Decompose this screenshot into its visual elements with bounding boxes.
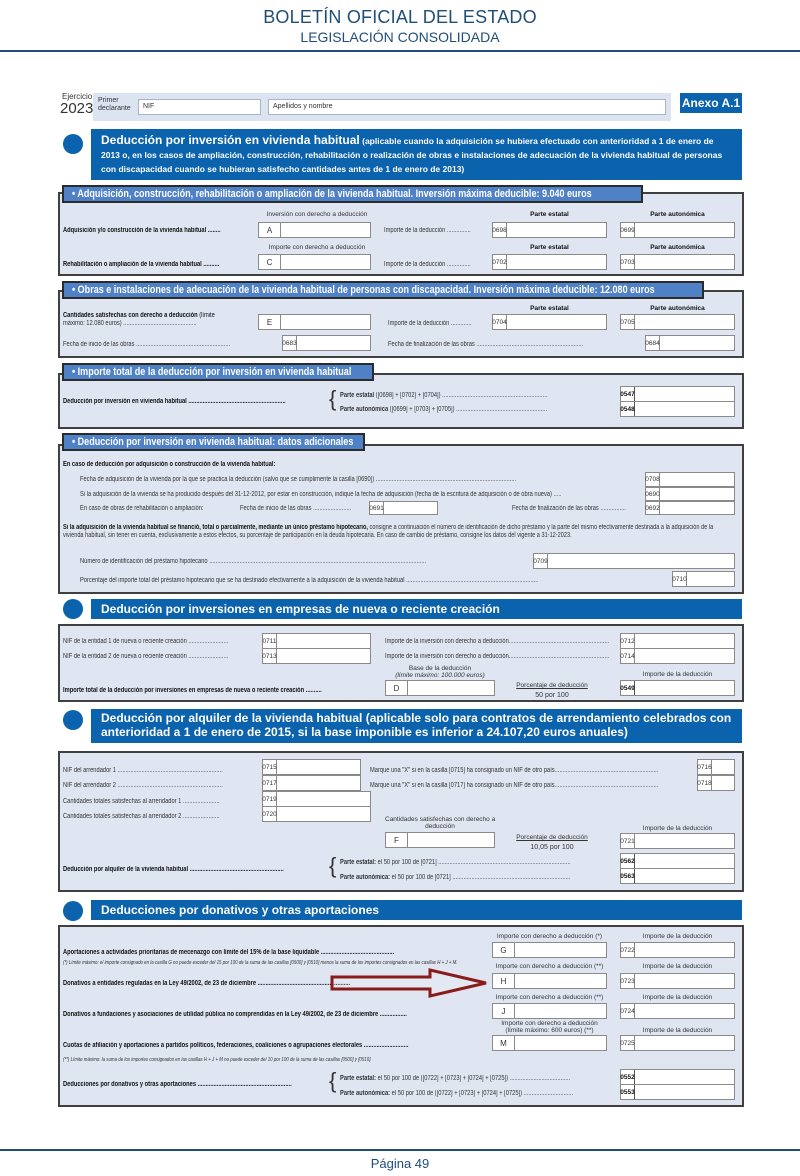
- section-bullet-icon: [63, 599, 83, 619]
- caption-limite-M: (límite máximo: 600 euros) (**): [505, 1027, 594, 1034]
- section-title-empresas: Deducción por inversiones en empresas de nueva o reciente creación: [91, 599, 742, 619]
- caption-limite-maximo: (límite máximo: 100.000 euros): [395, 672, 485, 679]
- label-deducciones-donativos: Deducciones por donativos y otras aportaciones ...........................................................: [63, 1081, 292, 1088]
- caption-importe-deduccion-G: Importe de la deducción: [642, 933, 713, 940]
- label-total-empresas: Importe total de la deducción por inversiones en empresas de nueva o reciente creación ..........: [63, 687, 322, 694]
- label-importe-deduccion-2: Importe de la deducción ...............: [384, 261, 471, 268]
- prestamo-instructions: Si la adquisición de la vivienda habitual se financió, total o parcialmente, mediante un único préstamo hipotecario, consigne a continuación el número de identificación de dicho préstamo y la parte del mismo efectivamente destinada a la adquisición de la vivienda habitual, sin tener en cuenta, exclusivamente a estos efectos, su porcentaje de participación en la deuda hipotecaria. En caso de cambio de préstamo, consigne los datos del vigente a 31-12-2023.: [63, 524, 714, 539]
- label-fecha-fin-obras: Fecha de finalización de las obras ...................................................................: [388, 341, 584, 348]
- label-nif-arrendador-2: NIF del arrendador 2 ..................................................................: [63, 782, 223, 789]
- subsection-tab-importe-total: • Importe total de la deducción por inversión en vivienda habitual: [62, 363, 374, 381]
- label-parte-autonomica-donativos: Parte autonómica: el 50 por 100 de ([0722] + [0723] + [0724] + [0725]) ...............................: [340, 1090, 574, 1097]
- field-0692[interactable]: 0692: [645, 501, 735, 515]
- field-0720[interactable]: 0720: [262, 806, 371, 822]
- brace-icon: {: [329, 853, 337, 878]
- field-0698[interactable]: 0698: [492, 222, 607, 238]
- field-0547[interactable]: 0547: [620, 386, 735, 402]
- label-mecenazgo: Aportaciones a actividades prioritarias de mecenazgo con límite del 15% de la base liquidable ..............................................: [63, 949, 395, 956]
- field-0552[interactable]: 0552: [620, 1069, 735, 1085]
- field-F[interactable]: F: [385, 832, 495, 848]
- field-0723[interactable]: 0723: [620, 973, 735, 989]
- caption-importe-deduccion-H: Importe de la deducción: [642, 963, 713, 970]
- caption-parte-autonomica: Parte autonómica: [650, 211, 705, 218]
- field-0717[interactable]: 0717: [262, 775, 361, 791]
- label-fecha-fin-obras-2: Fecha de finalización de las obras ................: [512, 505, 626, 512]
- subsection-tab-adquisicion: • Adquisición, construcción, rehabilitación o ampliación de la vivienda habitual. Inversión máxima deducible: 9.040 euros: [62, 185, 643, 203]
- label-deduccion-alquiler: Deducción por alquiler de la vivienda habitual ...........................................................: [63, 866, 284, 873]
- caption-porcentaje: Porcentaje de deducción: [516, 682, 588, 689]
- section-title-alquiler: Deducción por alquiler de la vivienda habitual (aplicable solo para contratos de arrendamiento celebrados con anterioridad a 1 de enero de 2015, si la base imponible es inferior a 24.107,20 euros anuales): [91, 709, 742, 743]
- section-bullet-icon: [63, 710, 83, 730]
- field-M[interactable]: M: [492, 1035, 607, 1051]
- label-donativos-fundaciones: Donativos a fundaciones y asociaciones de utilidad pública no comprendidas en la Ley 49/2002, de 23 de diciembre .................: [63, 1011, 407, 1018]
- field-0699[interactable]: 0699: [620, 222, 735, 238]
- caption-parte-estatal-2: Parte estatal: [530, 244, 569, 251]
- caption-parte-estatal-3: Parte estatal: [530, 305, 569, 312]
- section-title-donativos: Deducciones por donativos y otras aportaciones: [91, 900, 742, 920]
- field-0549[interactable]: 0549: [620, 680, 735, 696]
- label-nif-arrendador-1: NIF del arrendador 1 ..................................................................: [63, 767, 223, 774]
- label-cantidades-arrendador-1: Cantidades totales satisfechas al arrendador 1 .......................: [63, 798, 220, 805]
- field-0563[interactable]: 0563: [620, 868, 735, 884]
- label-parte-estatal-total: Parte estatal ([0698] + [0702] + [0704]) ..................................................................: [340, 392, 548, 399]
- footer-divider: [0, 1149, 800, 1151]
- label-parte-estatal-alquiler: Parte estatal: el 50 por 100 de [0721] ...................................................................................: [340, 859, 571, 866]
- field-0722[interactable]: 0722: [620, 942, 735, 958]
- brace-icon: {: [329, 1068, 337, 1093]
- note-limite-G: (*) Límite máximo: el importe consignado en la casilla G no puede exceder del 15 por 100 de la suma de las casillas [0500] y [0510] menos la suma de los importes consignados en las casillas H + J + M.: [63, 960, 458, 966]
- label-importe-deduccion: Importe de la deducción ...............: [384, 227, 471, 234]
- label-deduccion-inversion: Deducción por inversión en vivienda habitual .............................................................: [63, 398, 286, 405]
- nif-field[interactable]: [138, 99, 261, 115]
- section-title-bold: Deducción por inversión en vivienda habitual: [101, 133, 360, 147]
- anexo-badge: Anexo A.1: [680, 93, 742, 113]
- note-limite-HJM: (**) Límite máximo: la suma de los importes consignados en las casillas H + J + M no puede exceder del 10 por 100 de la suma de las casillas [0500] y [0510].: [63, 1057, 372, 1063]
- field-0710[interactable]: 0710: [672, 571, 735, 587]
- label-importe-deduccion-3: Importe de la deducción .............: [388, 320, 472, 327]
- field-0683[interactable]: 0683: [282, 335, 371, 351]
- caption-inversion: Inversión con derecho a deducción: [266, 211, 368, 218]
- field-0548[interactable]: 0548: [620, 401, 735, 417]
- label-obras-rehabilitacion: En caso de obras de rehabilitación o ampliación:: [80, 505, 204, 512]
- page-number: Página 49: [370, 1156, 430, 1171]
- field-0724[interactable]: 0724: [620, 1003, 735, 1019]
- caption-importe-alquiler: Importe de la deducción: [642, 825, 713, 832]
- nombre-field[interactable]: [268, 99, 666, 115]
- field-0684[interactable]: 0684: [645, 335, 735, 351]
- caption-importe-derecho-G: Importe con derecho a deducción (*): [496, 933, 603, 940]
- label-fecha-inicio-obras-2: Fecha de inicio de las obras ........................: [240, 505, 352, 512]
- field-0708[interactable]: 0708: [645, 472, 735, 487]
- ejercicio-year: 2023: [60, 100, 94, 117]
- field-E[interactable]: E: [258, 314, 371, 330]
- field-H[interactable]: H: [492, 973, 607, 989]
- label-cantidades-arrendador-2: Cantidades totales satisfechas al arrendador 2 .......................: [63, 813, 220, 820]
- field-G[interactable]: G: [492, 942, 607, 958]
- nif-label: NIF: [143, 103, 155, 110]
- subsection-tab-obras: • Obras e instalaciones de adecuación de la vivienda habitual de personas con discapacidad. Inversión máxima deducible: 12.080 euros: [62, 281, 704, 299]
- label-cantidades-satisfechas: Cantidades satisfechas con derecho a deducción (límite: [63, 312, 215, 319]
- caption-deduccion: deducción: [425, 823, 455, 830]
- caption-importe-derecho-M: Importe con derecho a deducción: [501, 1020, 598, 1027]
- caption-parte-autonomica-2: Parte autonómica: [650, 244, 705, 251]
- field-0704[interactable]: 0704: [492, 314, 607, 330]
- label-numero-prestamo: Número de identificación del préstamo hipotecario ........................................................................................................................................: [80, 558, 427, 565]
- caption-parte-estatal: Parte estatal: [530, 211, 569, 218]
- annotation-arrow-icon: [330, 968, 490, 998]
- field-0714[interactable]: 0714: [620, 648, 735, 664]
- label-nif-entidad-1: NIF de la entidad 1 de nueva o reciente creación .........................: [63, 638, 229, 645]
- field-0719[interactable]: 0719: [262, 791, 371, 807]
- field-0711[interactable]: 0711: [262, 633, 371, 649]
- checkbox-0716[interactable]: 0716: [697, 759, 735, 775]
- checkbox-0718[interactable]: 0718: [697, 775, 735, 791]
- label-parte-estatal-donativos: Parte estatal: el 50 por 100 de ([0722] + [0723] + [0724] + [0725]) ......................................: [340, 1075, 571, 1082]
- subsection-tab-datos-adicionales: • Deducción por inversión en vivienda habitual: datos adicionales: [62, 433, 365, 451]
- header-divider: [0, 50, 800, 52]
- section-title-vivienda: [91, 129, 742, 180]
- caption-importe-deduccion: Importe de la deducción: [642, 671, 713, 678]
- gazette-title: BOLETÍN OFICIAL DEL ESTADO: [263, 7, 537, 27]
- field-0705[interactable]: 0705: [620, 314, 735, 330]
- gazette-subtitle: LEGISLACIÓN CONSOLIDADA: [300, 29, 500, 45]
- field-C[interactable]: C: [258, 254, 371, 270]
- field-0691[interactable]: 0691: [369, 501, 438, 515]
- label-caso-adquisicion: En caso de deducción por adquisición o construcción de la vivienda habitual:: [63, 461, 276, 468]
- ejercicio-label: Ejercicio: [62, 92, 93, 101]
- label-limite-maximo: máximo: 12.080 euros) ..............................................: [63, 320, 197, 327]
- declarante-bar: [93, 93, 671, 121]
- label-importe-inversion-2: Importe de la inversión con derecho a deducción...............................................................: [385, 653, 610, 660]
- field-0725[interactable]: 0725: [620, 1035, 735, 1051]
- label-fecha-inicio-obras: Fecha de inicio de las obras ...........................................................: [63, 341, 231, 348]
- field-0562[interactable]: 0562: [620, 853, 735, 869]
- caption-importe-derecho-H: Importe con derecho a deducción (**): [495, 963, 604, 970]
- field-0702[interactable]: 0702: [492, 254, 607, 270]
- label-adquisicion: Adquisición y/o construcción de la vivienda habitual ........: [63, 227, 221, 234]
- value-porcentaje-alquiler: 10,05 por 100: [530, 844, 574, 851]
- label-rehabilitacion: Rehabilitación o ampliación de la vivienda habitual ..........: [63, 261, 220, 268]
- field-0715[interactable]: 0715: [262, 759, 361, 775]
- label-parte-autonomica-total: Parte autonómica ([0699] + [0703] + [0705]) .........................................................: [340, 406, 548, 413]
- label-parte-autonomica-alquiler: Parte autonómica: el 50 por 100 de [0721] ..........................................................................: [340, 874, 571, 881]
- caption-importe-derecho: Importe con derecho a deducción: [268, 244, 366, 251]
- section-title-rest: (aplicable cuando la adquisición se hubiera efectuado con anterioridad a 1 de enero de 2013 o, en los casos de ampliación, construcción, rehabilitación o realización de obras e instalaciones de adecuación de la vivienda habitual de personas con discapacidad cuando se hubieran satisfecho cantidades antes de 1 de enero de 2013): [101, 136, 723, 174]
- brace-icon: {: [329, 386, 337, 411]
- nombre-label: Apellidos y nombre: [273, 103, 333, 110]
- label-importe-inversion-1: Importe de la inversión con derecho a deducción...............................................................: [385, 638, 610, 645]
- value-porcentaje: 50 por 100: [535, 692, 569, 699]
- label-fecha-adquisicion: Fecha de adquisición de la vivienda por la que se practica la deducción (salvo que se cumplimente la casilla [0690]) ........................................................................................: [80, 476, 517, 483]
- field-D[interactable]: D: [385, 680, 495, 696]
- caption-base-deduccion: Base de la deducción: [408, 665, 472, 672]
- field-0712[interactable]: 0712: [620, 633, 735, 649]
- field-0553[interactable]: 0553: [620, 1084, 735, 1100]
- field-0703[interactable]: 0703: [620, 254, 735, 270]
- declarante-label: Primer declarante: [98, 97, 131, 112]
- field-0713[interactable]: 0713: [262, 648, 371, 664]
- section-bullet-icon: [63, 901, 83, 921]
- caption-parte-autonomica-3: Parte autonómica: [650, 305, 705, 312]
- caption-importe-deduccion-M: Importe de la deducción: [642, 1027, 713, 1034]
- label-donativos-ley-49: Donativos a entidades reguladas en la Ley 49/2002, de 23 de diciembre ..........................................................: [63, 980, 351, 987]
- label-cuotas-partidos: Cuotas de afiliación y aportaciones a partidos políticos, federaciones, coaliciones o agrupaciones electorales ............................: [63, 1042, 409, 1049]
- caption-importe-derecho-J: Importe con derecho a deducción (**): [495, 994, 604, 1001]
- label-marque-0715: Marque una "X" si en la casilla [0715] ha consignado un NIF de otro país.................................................................: [370, 767, 659, 774]
- field-0690[interactable]: 0690: [645, 487, 735, 501]
- label-marque-0717: Marque una "X" si en la casilla [0717] ha consignado un NIF de otro país.................................................................: [370, 782, 659, 789]
- caption-cantidades-derecho: Cantidades satisfechas con derecho a: [385, 816, 496, 823]
- caption-porcentaje-alquiler: Porcentaje de deducción: [516, 834, 588, 841]
- label-porcentaje-prestamo: Porcentaje del importe total del préstamo hipotecario que se ha destinado efectivamente a la adquisición de la vivienda habitual ...................................................................................: [80, 577, 539, 584]
- label-nif-entidad-2: NIF de la entidad 2 de nueva o reciente creación .........................: [63, 653, 229, 660]
- label-adquisicion-despues: Si la adquisición de la vivienda se ha producido después del 31-12-2012, por estar en construcción, indique la fecha de adquisición (fecha de la escritura de adquisición o de obra nueva) .....: [80, 491, 562, 498]
- section-bullet-icon: [63, 134, 83, 154]
- caption-importe-deduccion-J: Importe de la deducción: [642, 994, 713, 1001]
- field-J[interactable]: J: [492, 1003, 607, 1019]
- field-A[interactable]: A: [258, 222, 371, 238]
- field-0709[interactable]: 0709: [533, 553, 735, 569]
- field-0721[interactable]: 0721: [620, 833, 735, 849]
